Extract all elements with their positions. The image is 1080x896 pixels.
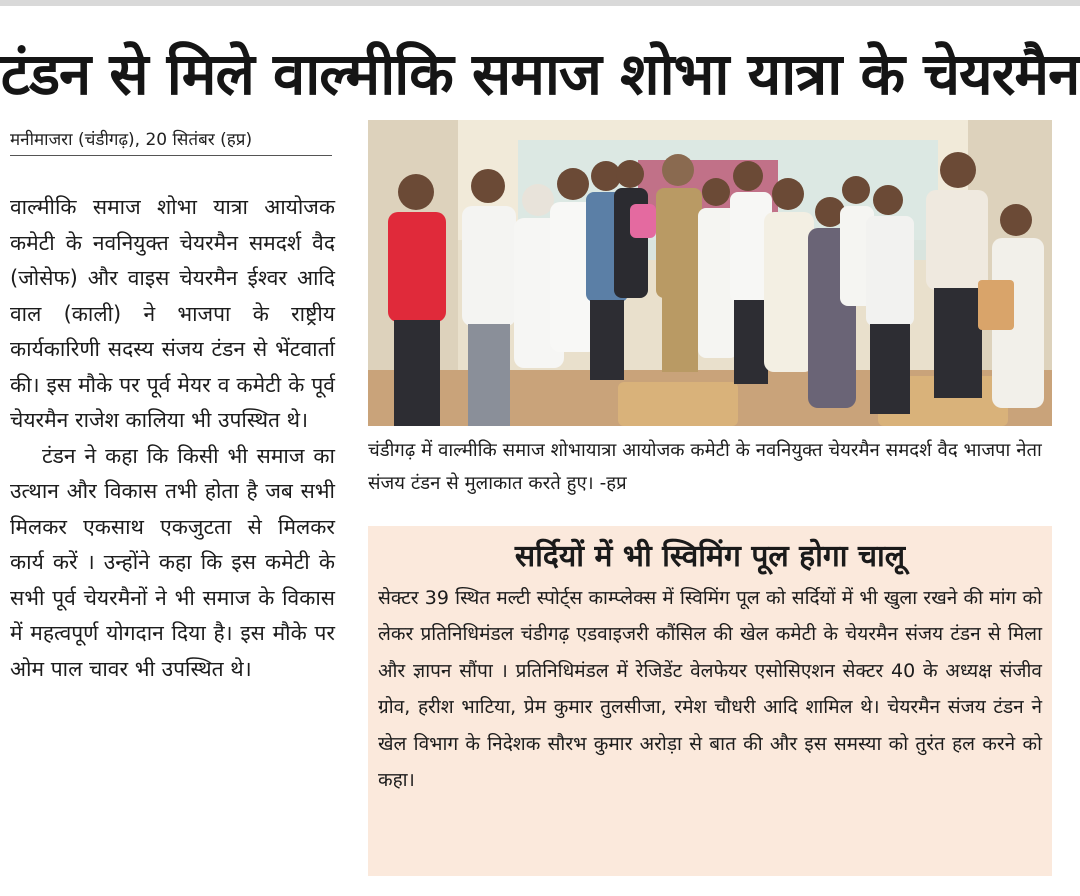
article-paragraph-2: टंडन ने कहा कि किसी भी समाज का उत्थान और विकास तभी होता है जब सभी मिलकर एकसाथ एकजुटता से मिलकर कार्य करें । उन्होंने कहा कि इस कमेटी के सभी पूर्व चेयरमैनों ने भी समाज के विकास में महत्वपूर्ण योगदान दिया है। इस मौके पर ओम पाल चावर भी उपस्थित थे। [10, 443, 335, 681]
box-title: सर्दियों में भी स्विमिंग पूल होगा चालू [514, 539, 906, 574]
article-paragraph-1: वाल्मीकि समाज शोभा यात्रा आयोजक कमेटी के नवनियुक्त चेयरमैन समदर्श वैद (जोसेफ) और वाइस चेयरमैन ईश्वर आदि वाल (काली) ने भाजपा के राष्ट्रीय कार्यकारिणी सदस्य संजय टंडन से भेंटवार्ता की। इस मौके पर पूर्व मेयर व कमेटी के पूर्व चेयरमैन राजेश कालिया भी उपस्थित थे। [10, 195, 335, 432]
article-body [10, 190, 335, 687]
news-photo [368, 120, 1052, 426]
headline: टंडन से मिले वाल्मीकि समाज शोभा यात्रा के चेयरमैन [0, 40, 1080, 108]
dateline: मनीमाजरा (चंडीगढ़), 20 सितंबर (हप्र) [10, 126, 332, 156]
box-body: सेक्टर 39 स्थित मल्टी स्पोर्ट्स काम्प्लेक्स में स्विमिंग पूल को सर्दियों में भी खुला रखने की मांग को लेकर प्रतिनिधिमंडल चंडीगढ़ एडवाइजरी कौंसिल की खेल कमेटी के चेयरमैन संजय टंडन से मिला और ज्ञापन सौंपा । प्रतिनिधिमंडल में रेजिडेंट वेलफेयर एसोसिएशन सेक्टर 40 के अध्यक्ष संजीव ग्रोव, हरीश भाटिया, प्रेम कुमार तुलसीजा, रमेश चौधरी आदि शामिल थे। चेयरमैन संजय टंडन ने खेल विभाग के निदेशक सौरभ कुमार अरोड़ा से बात की और इस समस्या को तुरंत हल करने को कहा। [378, 587, 1042, 792]
photo-caption: चंडीगढ़ में वाल्मीकि समाज शोभायात्रा आयोजक कमेटी के नवनियुक्त चेयरमैन समदर्श वैद भाजपा नेता संजय टंडन से मुलाकात करते हुए। -हप्र [368, 440, 1042, 494]
sidebar-news-box [368, 526, 1052, 876]
top-rule [0, 0, 1080, 6]
group-photo-icon [368, 120, 1052, 426]
